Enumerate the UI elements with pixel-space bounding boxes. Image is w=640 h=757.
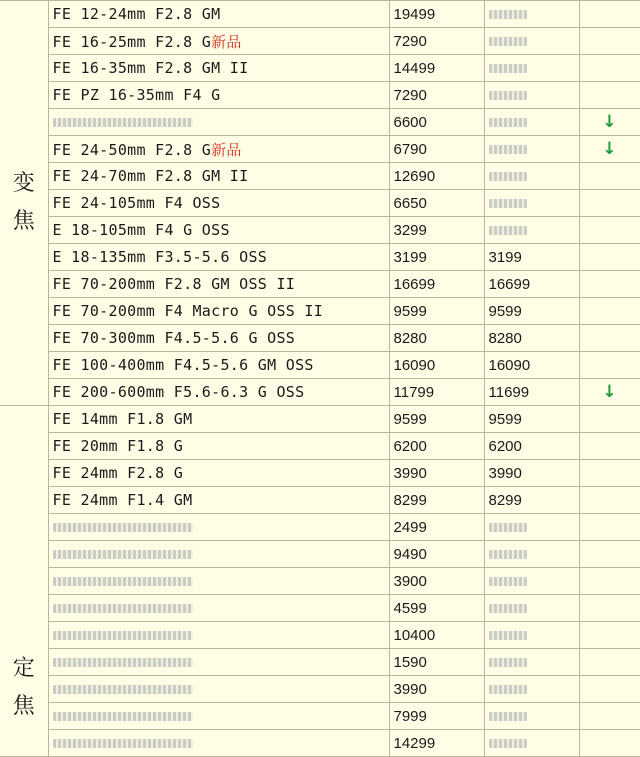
trend-cell	[579, 406, 640, 433]
redacted-text	[489, 199, 527, 208]
trend-cell	[579, 649, 640, 676]
lens-model-cell	[48, 649, 389, 676]
trend-cell	[579, 190, 640, 217]
lens-model-cell	[48, 541, 389, 568]
lens-table-body	[0, 1, 640, 757]
redacted-text	[489, 172, 527, 181]
lens-model-cell	[48, 190, 389, 217]
price-cell-2	[484, 514, 579, 541]
trend-cell	[579, 514, 640, 541]
redacted-text	[53, 577, 193, 586]
lens-model-name: FE 70-300mm F4.5-5.6 G OSS	[52, 329, 296, 347]
table-row	[0, 1, 640, 28]
price-cell-2	[484, 703, 579, 730]
table-row	[0, 703, 640, 730]
table-row	[0, 82, 640, 109]
price-cell: 16090	[389, 352, 484, 379]
table-row	[0, 514, 640, 541]
price-cell-2	[484, 55, 579, 82]
price-cell: 10400	[389, 622, 484, 649]
table-row	[0, 325, 640, 352]
table-row	[0, 730, 640, 757]
price-cell: 9490	[389, 541, 484, 568]
lens-model-cell	[48, 28, 389, 55]
lens-model-name: FE 70-200mm F4 Macro G OSS II	[52, 302, 324, 320]
table-row	[0, 487, 640, 514]
price-cell-2: 8280	[484, 325, 579, 352]
trend-cell	[579, 595, 640, 622]
lens-model-cell	[48, 676, 389, 703]
arrow-down-icon: ↓	[579, 379, 640, 406]
redacted-text	[489, 712, 527, 721]
new-product-tag: 新品	[211, 140, 242, 159]
redacted-text	[489, 226, 527, 235]
lens-model-name: FE 100-400mm F4.5-5.6 GM OSS	[52, 356, 314, 374]
trend-cell	[579, 244, 640, 271]
new-product-tag: 新品	[211, 32, 242, 51]
table-row	[0, 460, 640, 487]
lens-model-name: FE 24mm F1.4 GM	[52, 491, 193, 509]
price-cell-2	[484, 217, 579, 244]
price-cell-2: 16699	[484, 271, 579, 298]
redacted-text	[489, 631, 527, 640]
lens-model-cell	[48, 595, 389, 622]
price-cell: 19499	[389, 1, 484, 28]
redacted-text	[53, 523, 193, 532]
lens-model-name: FE 20mm F1.8 G	[52, 437, 184, 455]
price-cell: 9599	[389, 406, 484, 433]
price-cell-2	[484, 541, 579, 568]
lens-model-cell	[48, 55, 389, 82]
lens-model-cell	[48, 514, 389, 541]
lens-model-cell	[48, 406, 389, 433]
trend-cell	[579, 163, 640, 190]
lens-model-cell	[48, 568, 389, 595]
trend-cell	[579, 703, 640, 730]
redacted-text	[53, 658, 193, 667]
trend-cell	[579, 460, 640, 487]
lens-model-cell	[48, 433, 389, 460]
trend-cell	[579, 568, 640, 595]
lens-model-name: FE 200-600mm F5.6-6.3 G OSS	[52, 383, 305, 401]
price-cell: 6200	[389, 433, 484, 460]
price-cell-2: 11699	[484, 379, 579, 406]
redacted-text	[489, 523, 527, 532]
price-cell-2	[484, 109, 579, 136]
trend-cell	[579, 676, 640, 703]
lens-model-name: E 18-105mm F4 G OSS	[52, 221, 230, 239]
price-cell: 16699	[389, 271, 484, 298]
lens-model-cell	[48, 1, 389, 28]
table-row	[0, 271, 640, 298]
price-cell-2: 9599	[484, 298, 579, 325]
redacted-text	[489, 64, 527, 73]
redacted-text	[53, 631, 193, 640]
redacted-text	[489, 10, 527, 19]
table-row	[0, 136, 640, 163]
price-cell-2	[484, 82, 579, 109]
redacted-text	[53, 739, 193, 748]
lens-model-cell	[48, 460, 389, 487]
lens-model-cell	[48, 352, 389, 379]
trend-cell	[579, 298, 640, 325]
redacted-text	[53, 550, 193, 559]
trend-cell	[579, 352, 640, 379]
price-cell: 3199	[389, 244, 484, 271]
price-cell-2: 3199	[484, 244, 579, 271]
lens-model-name: FE 12-24mm F2.8 GM	[52, 5, 221, 23]
price-cell-2	[484, 190, 579, 217]
table-row	[0, 352, 640, 379]
price-cell-2	[484, 730, 579, 757]
table-row	[0, 595, 640, 622]
lens-model-name: FE 16-35mm F2.8 GM II	[52, 59, 249, 77]
trend-cell	[579, 730, 640, 757]
lens-model-name: FE 24-50mm F2.8 G	[52, 140, 212, 159]
lens-model-cell	[48, 730, 389, 757]
lens-model-cell	[48, 703, 389, 730]
redacted-text	[489, 739, 527, 748]
price-cell: 12690	[389, 163, 484, 190]
lens-model-cell	[48, 271, 389, 298]
lens-model-cell	[48, 325, 389, 352]
trend-cell	[579, 28, 640, 55]
price-cell: 3900	[389, 568, 484, 595]
arrow-down-icon: ↓	[579, 136, 640, 163]
lens-model-name: E 18-135mm F3.5-5.6 OSS	[52, 248, 268, 266]
table-row	[0, 622, 640, 649]
lens-model-cell	[48, 379, 389, 406]
table-row	[0, 406, 640, 433]
price-cell: 6600	[389, 109, 484, 136]
redacted-text	[489, 685, 527, 694]
price-cell-2: 8299	[484, 487, 579, 514]
table-row	[0, 433, 640, 460]
table-row	[0, 163, 640, 190]
table-row	[0, 379, 640, 406]
price-cell: 9599	[389, 298, 484, 325]
trend-cell	[579, 55, 640, 82]
lens-model-name: FE 24-70mm F2.8 GM II	[52, 167, 249, 185]
redacted-text	[53, 685, 193, 694]
price-cell-2	[484, 568, 579, 595]
lens-model-cell	[48, 136, 389, 163]
table-row	[0, 244, 640, 271]
price-cell: 6650	[389, 190, 484, 217]
price-cell: 4599	[389, 595, 484, 622]
table-row	[0, 676, 640, 703]
trend-cell	[579, 325, 640, 352]
price-cell-2	[484, 595, 579, 622]
lens-model-cell	[48, 622, 389, 649]
price-cell: 14499	[389, 55, 484, 82]
lens-model-cell	[48, 217, 389, 244]
price-cell-2	[484, 136, 579, 163]
table-row	[0, 298, 640, 325]
redacted-text	[53, 118, 193, 127]
lens-model-name: FE 70-200mm F2.8 GM OSS II	[52, 275, 296, 293]
trend-cell	[579, 487, 640, 514]
price-cell: 7290	[389, 82, 484, 109]
redacted-text	[489, 118, 527, 127]
lens-model-name: FE PZ 16-35mm F4 G	[52, 86, 221, 104]
lens-model-cell	[48, 109, 389, 136]
trend-cell	[579, 217, 640, 244]
price-cell: 3990	[389, 676, 484, 703]
trend-cell	[579, 82, 640, 109]
price-cell: 3299	[389, 217, 484, 244]
lens-model-cell	[48, 244, 389, 271]
lens-model-cell	[48, 298, 389, 325]
price-cell-2	[484, 622, 579, 649]
price-cell-2: 9599	[484, 406, 579, 433]
price-cell-2	[484, 649, 579, 676]
table-row	[0, 109, 640, 136]
category-prime	[0, 406, 48, 757]
lens-model-cell	[48, 487, 389, 514]
price-cell: 14299	[389, 730, 484, 757]
price-cell-2: 3990	[484, 460, 579, 487]
redacted-text	[53, 712, 193, 721]
redacted-text	[489, 37, 527, 46]
redacted-text	[489, 145, 527, 154]
redacted-text	[489, 658, 527, 667]
table-row	[0, 568, 640, 595]
table-row	[0, 541, 640, 568]
table-row	[0, 649, 640, 676]
category-label: 定焦	[12, 656, 35, 719]
lens-model-name: FE 14mm F1.8 GM	[52, 410, 193, 428]
price-cell: 3990	[389, 460, 484, 487]
category-label: 变焦	[12, 171, 35, 234]
table-row	[0, 217, 640, 244]
redacted-text	[53, 604, 193, 613]
trend-cell	[579, 433, 640, 460]
price-cell: 7290	[389, 28, 484, 55]
trend-cell	[579, 271, 640, 298]
price-cell-2	[484, 28, 579, 55]
table-row	[0, 28, 640, 55]
lens-model-name: FE 24-105mm F4 OSS	[52, 194, 221, 212]
lens-model-name: FE 16-25mm F2.8 G	[52, 32, 212, 51]
price-cell-2	[484, 163, 579, 190]
price-cell: 8299	[389, 487, 484, 514]
lens-model-cell	[48, 163, 389, 190]
price-cell-2: 16090	[484, 352, 579, 379]
price-cell-2	[484, 676, 579, 703]
lens-model-cell	[48, 82, 389, 109]
redacted-text	[489, 577, 527, 586]
price-cell-2: 6200	[484, 433, 579, 460]
price-cell: 11799	[389, 379, 484, 406]
trend-cell	[579, 1, 640, 28]
redacted-text	[489, 550, 527, 559]
price-cell: 6790	[389, 136, 484, 163]
table-row	[0, 190, 640, 217]
price-cell: 7999	[389, 703, 484, 730]
trend-cell	[579, 541, 640, 568]
price-cell: 2499	[389, 514, 484, 541]
redacted-text	[489, 91, 527, 100]
lens-model-name: FE 24mm F2.8 G	[52, 464, 184, 482]
arrow-down-icon: ↓	[579, 109, 640, 136]
trend-cell	[579, 622, 640, 649]
price-cell: 1590	[389, 649, 484, 676]
price-cell-2	[484, 1, 579, 28]
category-zoom	[0, 1, 48, 406]
redacted-text	[489, 604, 527, 613]
table-row	[0, 55, 640, 82]
price-cell: 8280	[389, 325, 484, 352]
